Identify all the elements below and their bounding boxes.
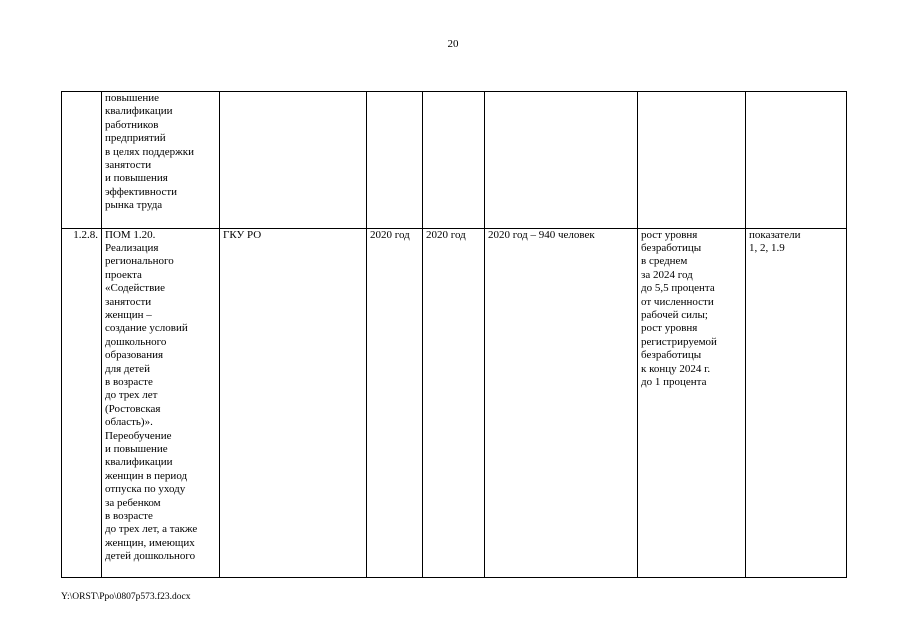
table-row	[62, 92, 847, 229]
start-cell	[367, 228, 423, 577]
indicators-cell	[746, 92, 847, 229]
measures-table	[61, 91, 847, 578]
result-cell	[485, 228, 638, 577]
description-cell	[102, 92, 220, 229]
end-cell	[423, 228, 485, 577]
executor-cell	[220, 92, 367, 229]
row-number: 1.2.8.	[73, 228, 98, 241]
start-cell	[367, 92, 423, 229]
description-text: повышение квалификации работников предприятий в целях поддержки занятости и повышения эффективности рынка труда	[105, 92, 194, 212]
end-cell	[423, 92, 485, 229]
effect-cell	[638, 92, 746, 229]
end-date-text: 2020 год	[426, 228, 466, 241]
effect-text: рост уровня безработицы в среднем за 2024 год до 5,5 процента от численности рабочей силы; рост уровня регистрируемой безработицы к концу 2024 г. до 1 процента	[641, 228, 717, 389]
number-cell	[62, 228, 102, 577]
indicators-text: показатели 1, 2, 1.9	[749, 228, 801, 254]
description-text: ПОМ 1.20. Реализация регионального проекта «Содействие занятости женщин – создание условий дошкольного образования для детей в возрасте до трех лет (Ростовская область)». Переобучение и повышение квалификации женщин в период отпуска по уходу за ребенком в возрасте до трех лет, а также женщин, имеющих детей дошкольного	[105, 228, 198, 563]
file-path-footer: Y:\ORST\Ppo\0807p573.f23.docx	[61, 592, 191, 602]
result-cell	[485, 92, 638, 229]
indicators-cell	[746, 228, 847, 577]
executor-text: ГКУ РО	[223, 228, 262, 241]
description-cell	[102, 228, 220, 577]
table-row	[62, 228, 847, 577]
executor-cell	[220, 228, 367, 577]
start-date-text: 2020 год	[370, 228, 410, 241]
effect-cell	[638, 228, 746, 577]
result-text: 2020 год – 940 человек	[488, 228, 595, 241]
number-cell	[62, 92, 102, 229]
page-number: 20	[447, 38, 459, 50]
